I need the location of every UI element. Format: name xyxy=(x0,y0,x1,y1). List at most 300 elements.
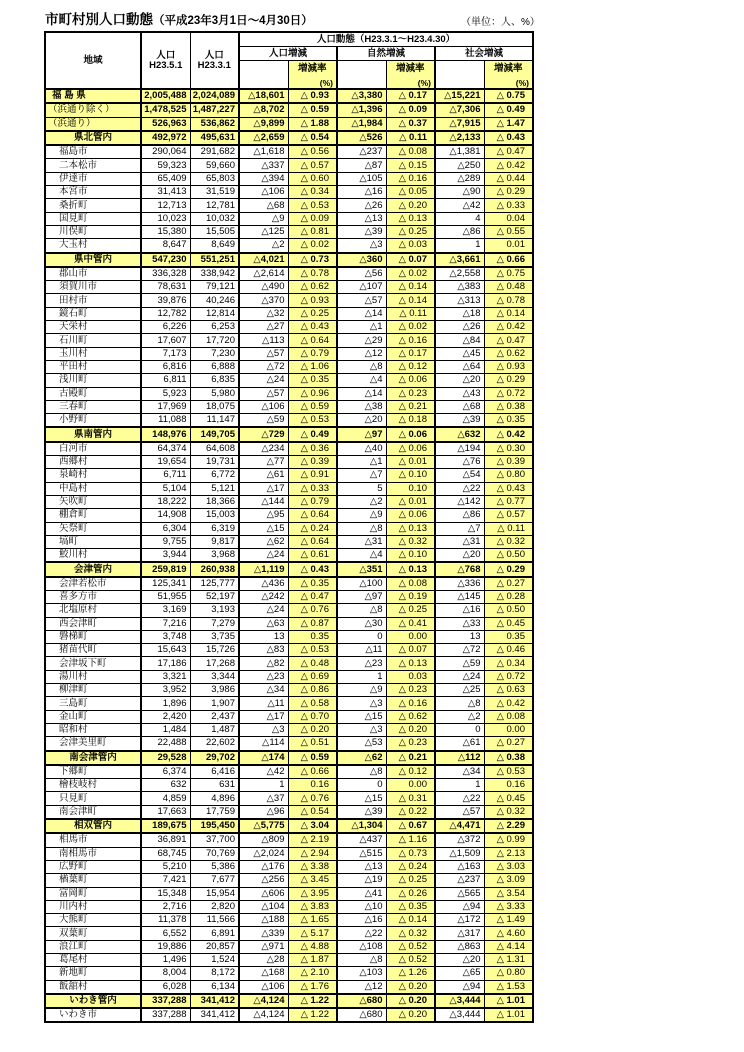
cell-pop-change-rate: △ 0.49 xyxy=(288,427,337,441)
cell-pop-change: △106 xyxy=(239,980,288,994)
cell-pop-change-rate: △ 0.54 xyxy=(288,805,337,819)
cell-pop-h23-5-1: 6,226 xyxy=(141,321,190,334)
cell-social-change-rate: 0.35 xyxy=(484,630,533,643)
cell-natural-change: △8 xyxy=(337,360,386,373)
cell-natural-change-rate: △ 0.20 xyxy=(386,1008,435,1022)
cell-natural-change: △103 xyxy=(337,967,386,980)
cell-natural-change-rate: △ 0.13 xyxy=(386,657,435,670)
cell-social-change-rate: △ 0.80 xyxy=(484,967,533,980)
cell-pop-change: △971 xyxy=(239,940,288,953)
cell-natural-change-rate: △ 0.21 xyxy=(386,751,435,765)
cell-pop-h23-3-1: 1,487,227 xyxy=(190,103,239,117)
table-row xyxy=(45,387,533,400)
cell-social-change: △42 xyxy=(435,199,484,212)
cell-pop-change: △82 xyxy=(239,657,288,670)
region-name: 双葉町 xyxy=(45,927,141,940)
cell-natural-change-rate: △ 0.16 xyxy=(386,334,435,347)
cell-pop-h23-5-1: 336,328 xyxy=(141,267,190,281)
table-row xyxy=(45,967,533,980)
cell-pop-change-rate: △ 2.10 xyxy=(288,967,337,980)
header-natural-change-count xyxy=(337,61,386,90)
cell-pop-change-rate: △ 0.56 xyxy=(288,145,337,159)
region-name: 南会津管内 xyxy=(45,751,141,765)
cell-pop-change: △62 xyxy=(239,535,288,548)
cell-social-change-rate: △ 0.45 xyxy=(484,617,533,630)
cell-pop-change-rate: △ 0.43 xyxy=(288,321,337,334)
cell-pop-h23-3-1: 3,735 xyxy=(190,630,239,643)
table-row xyxy=(45,522,533,535)
region-name: 三春町 xyxy=(45,400,141,413)
cell-pop-h23-5-1: 2,716 xyxy=(141,900,190,913)
cell-natural-change: △87 xyxy=(337,159,386,172)
cell-social-change: △22 xyxy=(435,792,484,805)
cell-pop-h23-5-1: 1,896 xyxy=(141,697,190,710)
cell-social-change-rate: 0.16 xyxy=(484,779,533,792)
cell-pop-h23-5-1: 5,210 xyxy=(141,860,190,873)
cell-natural-change: △680 xyxy=(337,1008,386,1022)
cell-pop-change: △2,024 xyxy=(239,847,288,860)
cell-social-change-rate: △ 3.09 xyxy=(484,874,533,887)
table-row xyxy=(45,562,533,576)
cell-natural-change-rate: 0.00 xyxy=(386,779,435,792)
cell-pop-h23-3-1: 3,344 xyxy=(190,670,239,683)
cell-natural-change: △13 xyxy=(337,212,386,225)
cell-pop-h23-3-1: 3,968 xyxy=(190,549,239,563)
cell-social-change-rate: △ 0.39 xyxy=(484,456,533,469)
cell-pop-h23-5-1: 6,028 xyxy=(141,980,190,994)
cell-pop-change-rate: 0.35 xyxy=(288,630,337,643)
region-name: 県中管内 xyxy=(45,253,141,267)
cell-pop-h23-5-1: 3,321 xyxy=(141,670,190,683)
cell-social-change-rate: △ 0.53 xyxy=(484,765,533,779)
cell-pop-h23-3-1: 52,197 xyxy=(190,590,239,603)
cell-pop-change-rate: △ 1.22 xyxy=(288,1008,337,1022)
cell-social-change: △65 xyxy=(435,967,484,980)
cell-pop-h23-5-1: 337,288 xyxy=(141,1008,190,1022)
cell-pop-h23-3-1: 6,835 xyxy=(190,374,239,387)
cell-natural-change: △100 xyxy=(337,577,386,591)
cell-pop-change-rate: △ 3.95 xyxy=(288,887,337,900)
cell-natural-change-rate: △ 0.26 xyxy=(386,887,435,900)
cell-natural-change-rate: △ 0.07 xyxy=(386,644,435,657)
cell-pop-h23-3-1: 8,649 xyxy=(190,239,239,253)
cell-pop-change: △339 xyxy=(239,927,288,940)
cell-social-change: △33 xyxy=(435,617,484,630)
cell-pop-change: △96 xyxy=(239,805,288,819)
cell-pop-h23-5-1: 2,420 xyxy=(141,710,190,723)
table-row xyxy=(45,469,533,482)
cell-pop-h23-5-1: 1,484 xyxy=(141,723,190,736)
cell-natural-change-rate: △ 0.13 xyxy=(386,562,435,576)
cell-social-change-rate: △ 0.34 xyxy=(484,657,533,670)
cell-social-change-rate: △ 0.55 xyxy=(484,225,533,238)
cell-social-change-rate: △ 0.62 xyxy=(484,347,533,360)
cell-pop-change-rate: △ 0.62 xyxy=(288,281,337,294)
cell-pop-change: △125 xyxy=(239,225,288,238)
cell-pop-change: △8,702 xyxy=(239,103,288,117)
cell-pop-change-rate: △ 0.35 xyxy=(288,577,337,591)
table-row xyxy=(45,117,533,131)
region-name: 西郷村 xyxy=(45,456,141,469)
cell-natural-change: △680 xyxy=(337,994,386,1008)
cell-natural-change-rate: △ 0.52 xyxy=(386,954,435,967)
cell-pop-change: △5,775 xyxy=(239,819,288,833)
cell-natural-change-rate: △ 0.19 xyxy=(386,590,435,603)
cell-pop-h23-5-1: 1,478,525 xyxy=(141,103,190,117)
cell-natural-change-rate: △ 0.32 xyxy=(386,927,435,940)
cell-pop-h23-5-1: 65,409 xyxy=(141,172,190,185)
cell-social-change-rate: △ 0.50 xyxy=(484,604,533,617)
cell-social-change-rate: △ 0.99 xyxy=(484,833,533,847)
cell-pop-h23-5-1: 19,886 xyxy=(141,940,190,953)
region-name: 須賀川市 xyxy=(45,281,141,294)
table-row xyxy=(45,914,533,927)
cell-pop-change-rate: △ 0.54 xyxy=(288,131,337,145)
cell-pop-h23-3-1: 6,772 xyxy=(190,469,239,482)
header-pop-new: 人口 H23.5.1 xyxy=(141,32,190,89)
cell-natural-change-rate: △ 0.41 xyxy=(386,617,435,630)
cell-pop-change: △436 xyxy=(239,577,288,591)
cell-social-change-rate: △ 0.27 xyxy=(484,577,533,591)
cell-social-change: △250 xyxy=(435,159,484,172)
cell-pop-change: △18,601 xyxy=(239,89,288,103)
cell-pop-h23-5-1: 17,969 xyxy=(141,400,190,413)
region-name: 磐梯町 xyxy=(45,630,141,643)
table-row xyxy=(45,710,533,723)
cell-pop-change-rate: △ 1.76 xyxy=(288,980,337,994)
cell-pop-h23-3-1: 536,862 xyxy=(190,117,239,131)
cell-pop-change: △61 xyxy=(239,469,288,482)
cell-pop-h23-5-1: 7,421 xyxy=(141,874,190,887)
cell-pop-change-rate: △ 4.88 xyxy=(288,940,337,953)
region-name: 会津美里町 xyxy=(45,737,141,751)
region-name: 浅川町 xyxy=(45,374,141,387)
cell-social-change-rate: △ 0.44 xyxy=(484,172,533,185)
cell-pop-change: △113 xyxy=(239,334,288,347)
cell-pop-h23-5-1: 6,552 xyxy=(141,927,190,940)
region-name: 飯舘村 xyxy=(45,980,141,994)
cell-pop-change: △24 xyxy=(239,549,288,563)
cell-pop-change-rate: △ 0.53 xyxy=(288,199,337,212)
cell-pop-h23-3-1: 1,524 xyxy=(190,954,239,967)
cell-social-change: △317 xyxy=(435,927,484,940)
region-name: 新地町 xyxy=(45,967,141,980)
cell-social-change: △3,661 xyxy=(435,253,484,267)
cell-social-change: △34 xyxy=(435,765,484,779)
region-name: 田村市 xyxy=(45,294,141,307)
cell-pop-change-rate: △ 0.36 xyxy=(288,442,337,456)
table-row xyxy=(45,1008,533,1022)
cell-social-change: △86 xyxy=(435,509,484,522)
table-row xyxy=(45,617,533,630)
cell-natural-change-rate: △ 0.03 xyxy=(386,239,435,253)
cell-pop-change-rate: △ 0.24 xyxy=(288,522,337,535)
cell-pop-h23-3-1: 291,682 xyxy=(190,145,239,159)
cell-natural-change: △4 xyxy=(337,549,386,563)
region-name: いわき管内 xyxy=(45,994,141,1008)
cell-pop-h23-3-1: 12,781 xyxy=(190,199,239,212)
cell-pop-change-rate: △ 0.70 xyxy=(288,710,337,723)
table-row xyxy=(45,604,533,617)
table-row xyxy=(45,360,533,373)
cell-pop-h23-3-1: 631 xyxy=(190,779,239,792)
cell-pop-h23-5-1: 3,944 xyxy=(141,549,190,563)
cell-pop-h23-5-1: 31,413 xyxy=(141,186,190,199)
cell-pop-h23-5-1: 1,496 xyxy=(141,954,190,967)
cell-social-change-rate: △ 0.49 xyxy=(484,103,533,117)
cell-pop-h23-3-1: 15,954 xyxy=(190,887,239,900)
cell-pop-change: △106 xyxy=(239,186,288,199)
cell-pop-change: △57 xyxy=(239,387,288,400)
cell-pop-change: △24 xyxy=(239,374,288,387)
cell-pop-change-rate: △ 0.96 xyxy=(288,387,337,400)
table-row xyxy=(45,900,533,913)
cell-pop-h23-5-1: 6,711 xyxy=(141,469,190,482)
cell-social-change: △76 xyxy=(435,456,484,469)
cell-social-change: △59 xyxy=(435,657,484,670)
cell-pop-change-rate: △ 0.78 xyxy=(288,267,337,281)
table-row xyxy=(45,874,533,887)
region-name: 泉崎村 xyxy=(45,469,141,482)
cell-pop-h23-5-1: 337,288 xyxy=(141,994,190,1008)
cell-natural-change-rate: △ 0.25 xyxy=(386,874,435,887)
cell-pop-change: △11 xyxy=(239,697,288,710)
cell-pop-h23-3-1: 6,134 xyxy=(190,980,239,994)
cell-natural-change: △3 xyxy=(337,723,386,736)
cell-pop-h23-5-1: 3,169 xyxy=(141,604,190,617)
cell-pop-change: 1 xyxy=(239,779,288,792)
cell-social-change-rate: △ 0.14 xyxy=(484,307,533,320)
region-name: 葛尾村 xyxy=(45,954,141,967)
cell-pop-change: △256 xyxy=(239,874,288,887)
cell-pop-h23-3-1: 40,246 xyxy=(190,294,239,307)
cell-natural-change: △515 xyxy=(337,847,386,860)
header-pop-change-count xyxy=(239,61,288,90)
cell-social-change: △768 xyxy=(435,562,484,576)
cell-pop-change: 13 xyxy=(239,630,288,643)
cell-pop-change: △27 xyxy=(239,321,288,334)
cell-natural-change: 1 xyxy=(337,670,386,683)
cell-pop-h23-3-1: 5,980 xyxy=(190,387,239,400)
cell-social-change-rate: △ 0.42 xyxy=(484,697,533,710)
page-title-period: （平成23年3月1日～4月30日） xyxy=(153,15,313,27)
table-row xyxy=(45,239,533,253)
cell-pop-h23-3-1: 7,677 xyxy=(190,874,239,887)
cell-social-change: △313 xyxy=(435,294,484,307)
region-name: 伊達市 xyxy=(45,172,141,185)
region-name: 猪苗代町 xyxy=(45,644,141,657)
cell-social-change-rate: △ 0.27 xyxy=(484,737,533,751)
cell-pop-h23-3-1: 18,075 xyxy=(190,400,239,413)
cell-pop-change-rate: △ 0.53 xyxy=(288,414,337,428)
cell-pop-h23-5-1: 78,631 xyxy=(141,281,190,294)
cell-pop-change-rate: △ 1.88 xyxy=(288,117,337,131)
cell-natural-change-rate: 0.00 xyxy=(386,630,435,643)
cell-pop-change-rate: 0.16 xyxy=(288,779,337,792)
region-name: 喜多方市 xyxy=(45,590,141,603)
cell-natural-change: △1,304 xyxy=(337,819,386,833)
region-name: 本宮市 xyxy=(45,186,141,199)
cell-pop-change: △9 xyxy=(239,212,288,225)
cell-natural-change: △105 xyxy=(337,172,386,185)
cell-pop-h23-5-1: 68,745 xyxy=(141,847,190,860)
cell-pop-change-rate: △ 0.64 xyxy=(288,535,337,548)
cell-pop-h23-5-1: 10,023 xyxy=(141,212,190,225)
cell-social-change: 1 xyxy=(435,239,484,253)
cell-pop-change: △57 xyxy=(239,347,288,360)
cell-pop-change-rate: △ 0.35 xyxy=(288,374,337,387)
cell-pop-h23-3-1: 31,519 xyxy=(190,186,239,199)
cell-pop-change: △34 xyxy=(239,684,288,697)
cell-pop-change: △242 xyxy=(239,590,288,603)
cell-social-change: △64 xyxy=(435,360,484,373)
table-row xyxy=(45,442,533,456)
region-name: 檜枝岐村 xyxy=(45,779,141,792)
cell-pop-change: △104 xyxy=(239,900,288,913)
cell-natural-change-rate: △ 0.08 xyxy=(386,145,435,159)
cell-pop-h23-3-1: 17,720 xyxy=(190,334,239,347)
cell-pop-h23-3-1: 3,193 xyxy=(190,604,239,617)
cell-pop-h23-3-1: 341,412 xyxy=(190,1008,239,1022)
cell-pop-h23-3-1: 7,230 xyxy=(190,347,239,360)
region-name: 昭和村 xyxy=(45,723,141,736)
cell-pop-h23-3-1: 15,003 xyxy=(190,509,239,522)
cell-social-change: △68 xyxy=(435,400,484,413)
cell-pop-h23-5-1: 59,323 xyxy=(141,159,190,172)
cell-social-change-rate: △ 0.35 xyxy=(484,414,533,428)
cell-natural-change-rate: △ 0.23 xyxy=(386,387,435,400)
cell-natural-change-rate: △ 0.11 xyxy=(386,131,435,145)
table-row xyxy=(45,765,533,779)
cell-social-change-rate: 0.04 xyxy=(484,212,533,225)
cell-pop-h23-3-1: 5,121 xyxy=(190,482,239,495)
cell-social-change: △61 xyxy=(435,737,484,751)
cell-natural-change-rate: △ 0.37 xyxy=(386,117,435,131)
header-natural-change-rate: 増減率 (%) xyxy=(386,61,435,90)
cell-pop-change: △490 xyxy=(239,281,288,294)
cell-social-change: △2,133 xyxy=(435,131,484,145)
region-name: 相馬市 xyxy=(45,833,141,847)
cell-social-change: △194 xyxy=(435,442,484,456)
cell-natural-change: △57 xyxy=(337,294,386,307)
table-row xyxy=(45,805,533,819)
cell-pop-change-rate: △ 0.39 xyxy=(288,456,337,469)
cell-pop-change: △168 xyxy=(239,967,288,980)
cell-social-change: △54 xyxy=(435,469,484,482)
cell-pop-h23-5-1: 15,643 xyxy=(141,644,190,657)
cell-natural-change: △40 xyxy=(337,442,386,456)
header-dynamics: 人口動態（H23.3.1～H23.4.30） xyxy=(239,32,533,47)
cell-social-change: △24 xyxy=(435,670,484,683)
cell-social-change: △565 xyxy=(435,887,484,900)
page-title xyxy=(45,8,313,28)
cell-natural-change: △29 xyxy=(337,334,386,347)
cell-social-change: △863 xyxy=(435,940,484,953)
cell-social-change: △20 xyxy=(435,374,484,387)
cell-pop-change: △9,899 xyxy=(239,117,288,131)
cell-pop-change-rate: △ 3.04 xyxy=(288,819,337,833)
cell-natural-change: △41 xyxy=(337,887,386,900)
table-row xyxy=(45,334,533,347)
header-pop-change-rate: 増減率 (%) xyxy=(288,61,337,90)
region-name: 湯川村 xyxy=(45,670,141,683)
region-name: 鏡石町 xyxy=(45,307,141,320)
table-row xyxy=(45,887,533,900)
region-name: 相双管内 xyxy=(45,819,141,833)
cell-natural-change-rate: △ 0.20 xyxy=(386,980,435,994)
cell-pop-change: △17 xyxy=(239,482,288,495)
cell-social-change-rate: △ 0.93 xyxy=(484,360,533,373)
table-row xyxy=(45,630,533,643)
cell-social-change-rate: △ 1.47 xyxy=(484,117,533,131)
region-name: 北塩原村 xyxy=(45,604,141,617)
cell-natural-change: △8 xyxy=(337,954,386,967)
cell-pop-h23-5-1: 632 xyxy=(141,779,190,792)
cell-natural-change-rate: △ 0.13 xyxy=(386,212,435,225)
cell-pop-change: △17 xyxy=(239,710,288,723)
page-title-main: 市町村別人口動態 xyxy=(45,12,153,27)
cell-natural-change-rate: △ 0.15 xyxy=(386,159,435,172)
cell-pop-h23-3-1: 260,938 xyxy=(190,562,239,576)
region-name: 下郷町 xyxy=(45,765,141,779)
cell-pop-h23-5-1: 3,952 xyxy=(141,684,190,697)
cell-social-change-rate: △ 0.45 xyxy=(484,792,533,805)
cell-natural-change: △13 xyxy=(337,860,386,873)
cell-pop-h23-3-1: 17,759 xyxy=(190,805,239,819)
cell-pop-h23-5-1: 36,891 xyxy=(141,833,190,847)
cell-pop-change: △72 xyxy=(239,360,288,373)
cell-pop-change-rate: △ 0.79 xyxy=(288,347,337,360)
cell-pop-change-rate: △ 0.66 xyxy=(288,765,337,779)
region-name: 広野町 xyxy=(45,860,141,873)
cell-pop-h23-5-1: 5,104 xyxy=(141,482,190,495)
region-name: 福 島 県 xyxy=(45,89,141,103)
cell-social-change-rate: △ 0.43 xyxy=(484,482,533,495)
cell-pop-change-rate: △ 0.87 xyxy=(288,617,337,630)
cell-pop-change: △32 xyxy=(239,307,288,320)
cell-natural-change: △62 xyxy=(337,751,386,765)
cell-social-change: △163 xyxy=(435,860,484,873)
cell-pop-change: △68 xyxy=(239,199,288,212)
cell-pop-change-rate: △ 0.25 xyxy=(288,307,337,320)
cell-natural-change: △1,984 xyxy=(337,117,386,131)
cell-natural-change-rate: △ 0.20 xyxy=(386,723,435,736)
cell-natural-change: △16 xyxy=(337,914,386,927)
cell-natural-change: △1 xyxy=(337,321,386,334)
cell-pop-h23-5-1: 6,374 xyxy=(141,765,190,779)
cell-natural-change-rate: △ 0.10 xyxy=(386,469,435,482)
cell-pop-h23-3-1: 79,121 xyxy=(190,281,239,294)
table-row xyxy=(45,792,533,805)
cell-pop-change-rate: △ 0.93 xyxy=(288,294,337,307)
cell-natural-change-rate: △ 0.18 xyxy=(386,414,435,428)
cell-pop-change-rate: △ 0.81 xyxy=(288,225,337,238)
region-name: 玉川村 xyxy=(45,347,141,360)
cell-social-change: △15,221 xyxy=(435,89,484,103)
cell-natural-change-rate: △ 0.22 xyxy=(386,805,435,819)
cell-natural-change-rate: △ 0.24 xyxy=(386,860,435,873)
cell-natural-change: △360 xyxy=(337,253,386,267)
cell-social-change: △57 xyxy=(435,805,484,819)
cell-pop-h23-3-1: 6,253 xyxy=(190,321,239,334)
table-row xyxy=(45,456,533,469)
cell-natural-change-rate: △ 0.32 xyxy=(386,535,435,548)
table-row xyxy=(45,186,533,199)
cell-social-change-rate: △ 0.28 xyxy=(484,590,533,603)
cell-pop-change-rate: △ 0.93 xyxy=(288,89,337,103)
table-row xyxy=(45,927,533,940)
cell-social-change: △16 xyxy=(435,604,484,617)
